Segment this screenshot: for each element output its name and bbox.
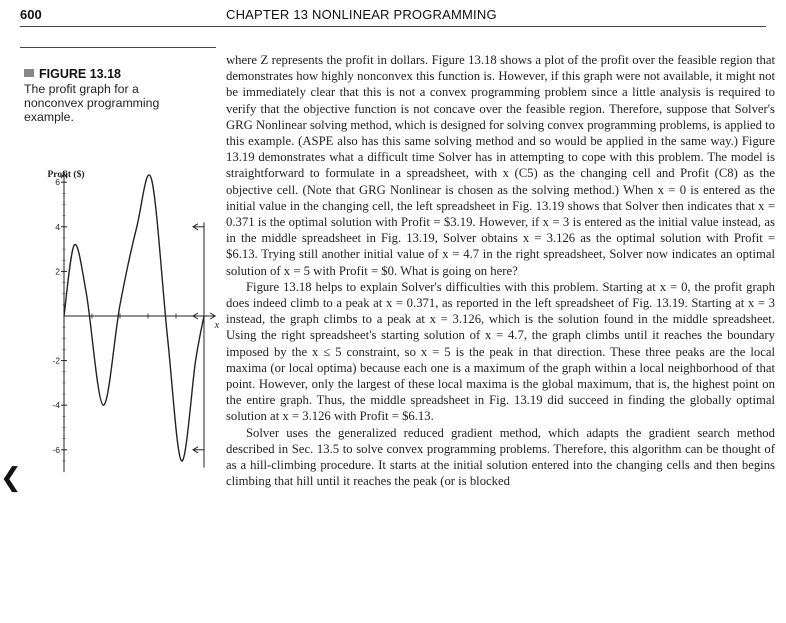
paragraph-3: Solver uses the generalized reduced gradient method, which adapts the gradient search method described in Sec. 13.5 to solve convex programming problems. Therefore, this algorithm can be thought of as a hill-climbing procedure. It starts at the initial solution entered into the changing cells and then begins climbing that hill until it reaches the peak (or is blocked: [226, 425, 775, 489]
prev-page-arrow-icon[interactable]: ❮: [0, 463, 22, 493]
caption-rule: [20, 47, 216, 48]
y-axis-label: Profit ($): [47, 170, 85, 180]
figure-square-icon: [24, 69, 34, 77]
body-text: [226, 52, 775, 489]
profit-curve: [64, 175, 204, 461]
paragraph-1: where Z represents the profit in dollars. Figure 13.18 shows a plot of the profit over the feasible region that demonstrates how highly nonconvex this function is. However, if this graph were not available, it might not be immediately clear that this is not a convex programming problem since a little analysis is required to verify that the objective function is not concave over the feasible region. Therefore, suppose that Solver's GRG Nonlinear solving method, which is designed for solving convex programming problems, is applied to this example. (ASPE also has this same solving method and so would be applied in the same way.) Figure 13.19 demonstrates what a difficult time Solver has in attempting to cope with this problem. The model is straightforward to formulate in a spreadsheet, with x (C5) as the changing cell and Profit (C8) as the objective cell. (Note that GRG Nonlinear is chosen as the solving method.) When x = 0 is entered as the initial value in the changing cell, the left spreadsheet in Fig. 13.19 shows that Solver then indicates that x = 0.371 is the optimal solution with Profit = $3.19. However, if x = 3 is entered as the initial value instead, as in the middle spreadsheet in Fig. 13.19, Solver obtains x = 3.126 as the optimal solution with Profit = $6.13. Trying still another initial value of x = 4.7 in the right spreadsheet, Solver now indicates an optimal solution of x = 5 with Profit = $0. What is going on here?: [226, 53, 776, 278]
figure-label: [24, 67, 121, 81]
y-tick-label: 6: [55, 177, 60, 188]
y-tick-label: 2: [55, 266, 60, 277]
y-tick-label: 4: [55, 221, 60, 232]
figure-caption: The profit graph for a nonconvex programming example.: [24, 82, 160, 124]
paragraph-2: Figure 13.18 helps to explain Solver's difficulties with this problem. Starting at x = 0, the profit graph does indeed climb to a peak at x = 0.371, as reported in the left spreadsheet of Fig. 13.19. Starting at x = 3 instead, the graph climbs to a peak at x = 3.126, which is the solution found in the middle spreadsheet. Using the right spreadsheet's starting solution of x = 4.7, the graph climbs until it reaches the boundary imposed by the x ≤ 5 constraint, so x = 5 is the peak in that direction. These three peaks are the local maxima (or local optima) because each one is a maximum of the graph within a local neighborhood of that point. However, only the largest of these local maxima is the global maximum, that is, the highest point on the entire graph. Thus, the middle spreadsheet in Fig. 13.19 did succeed in finding the globally optimal solution at x = 3.126 with Profit = $6.13.: [226, 279, 775, 424]
figure-label-text: FIGURE 13.18: [39, 67, 121, 81]
y-tick-label: -4: [52, 400, 60, 411]
chapter-title: CHAPTER 13 NONLINEAR PROGRAMMING: [226, 7, 497, 22]
y-tick-label: -6: [52, 444, 60, 455]
x-axis-label: x: [214, 320, 220, 331]
page-number: 600: [20, 7, 42, 22]
header-rule: [20, 26, 766, 27]
y-tick-label: -2: [52, 355, 60, 366]
profit-chart: [38, 164, 220, 455]
